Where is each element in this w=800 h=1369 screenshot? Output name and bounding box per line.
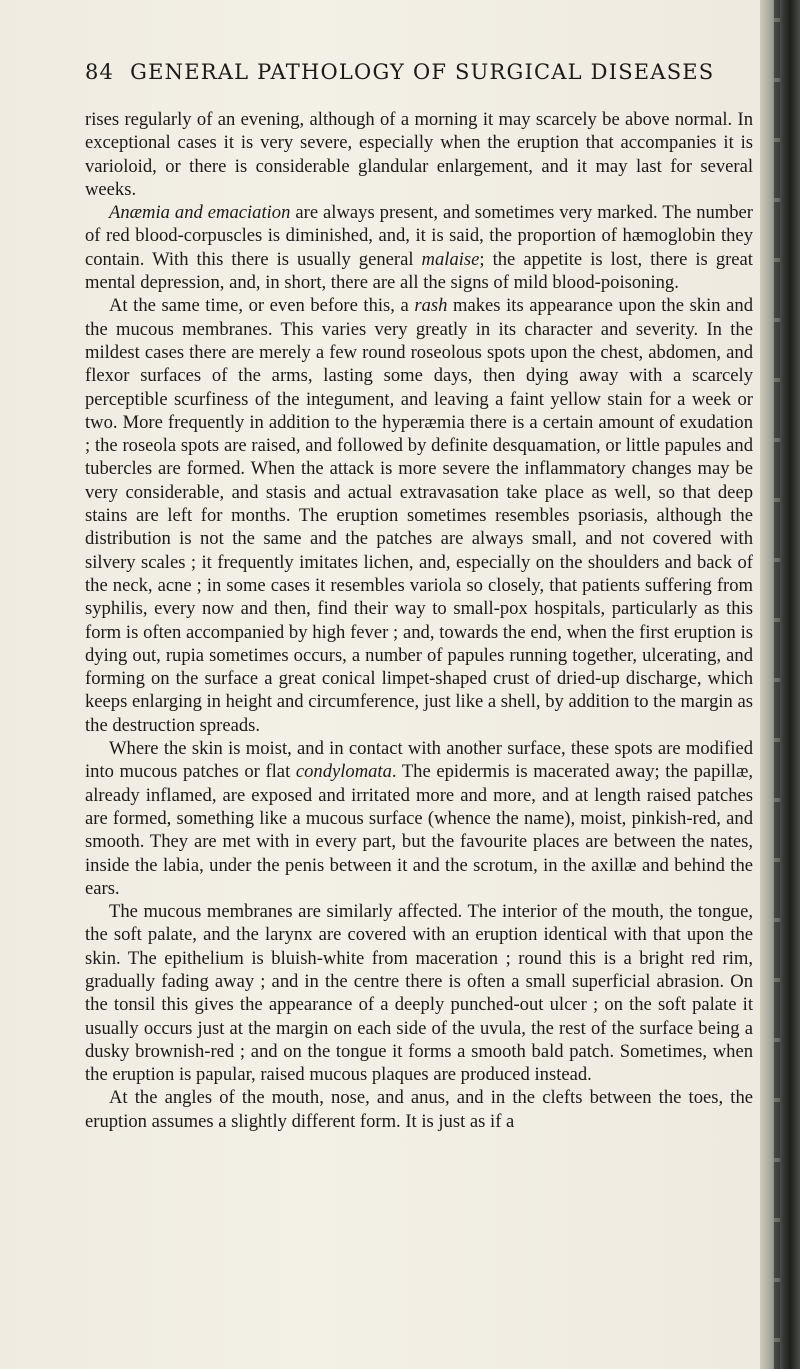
paragraph-fever-continued: rises regularly of an evening, although of a morning it may scarcely be above normal. In exceptional cases it is very severe, especially when the eruption that accompanies it is varioloid, or there is considerable glandular enlargement, and it may last for several weeks. — [85, 109, 753, 200]
paragraph-anaemia: Anæmia and emaciation are always present, and sometimes very marked. The number of red blood-corpuscles is diminished, and, it is said, the proportion of hæmoglobin they contain. With this there is usually general malaise; the appetite is lost, there is great mental depression, and, in short, there are all the signs of mild blood-poisoning. — [85, 202, 753, 294]
body-text — [85, 108, 753, 1133]
italic-heading-anaemia: Anæmia and emaciation — [109, 202, 291, 224]
italic-term-rash: rash — [414, 295, 448, 317]
italic-term-condylomata: condylomata — [295, 761, 392, 783]
paragraph-mucous-patches: Where the skin is moist, and in contact with another surface, these spots are modified into mucous patches or flat condylomata. The epidermis is macerated away; the papillæ, already inflamed, are exposed and irritated more and more, and at length raised patches are formed, something like a mucous surface (whence the name), moist, pinkish-red, and smooth. They are met with in every part, but the favourite places are between the nates, inside the labia, under the penis between it and the scrotum, in the axillæ and behind the ears. — [85, 738, 753, 899]
book-binding-edge — [760, 0, 800, 1369]
paragraph-mucous-membranes: The mucous membranes are similarly affected. The interior of the mouth, the tongue, the soft palate, and the larynx are covered with an eruption identical with that upon the skin. The epithelium is bluish-white from maceration ; round this is a bright red rim, gradually fading away ; and in the centre there is often a small superficial abrasion. On the tonsil this gives the appearance of a deeply punched-out ulcer ; on the soft palate it usually occurs just at the margin on each side of the uvula, the rest of the surface being a dusky brownish-red ; and on the tongue it forms a smooth bald patch. Sometimes, when the eruption is papular, raised mucous plaques are produced instead. — [85, 901, 753, 1086]
paragraph-angles-of-mouth: At the angles of the mouth, nose, and anus, and in the clefts between the toes, the eruption assumes a slightly different form. It is just as if a — [85, 1087, 753, 1132]
paragraph-rash: At the same time, or even before this, a rash makes its appearance upon the skin and the mucous membranes. This varies very greatly in its character and severity. In the mildest cases there are merely a few round roseolous spots upon the chest, abdomen, and flexor surfaces of the arms, lasting some days, then dying away with a scarcely perceptible scurfiness of the integument, and leaving a faint yellow stain for a week or two. More frequently in addition to the hyperæmia there is a certain amount of exudation ; the roseola spots are raised, and followed by definite desquamation, or little papules and tubercles are formed. When the attack is more severe the inflammatory changes may be very considerable, and stasis and actual extravasation take place as well, so that deep stains are left for months. The eruption sometimes resembles psoriasis, although the distribution is not the same and the patches are always small, and not covered with silvery scales ; it frequently imitates lichen, and, especially on the shoulders and back of the neck, acne ; in some cases it resembles variola so closely, that patients suffering from syphilis, every now and then, find their way to small-pox hospitals, particularly as this form is often accompanied by high fever ; and, towards the end, when the first eruption is dying out, rupia sometimes occurs, a number of papules running together, ulcerating, and forming on the surface a great conical limpet-shaped crust of dried-up discharge, which keeps enlarging in height and circumference, just like a shell, by addition to the margin as the destruction spreads. — [85, 295, 754, 736]
running-header — [85, 60, 765, 84]
running-title: GENERAL PATHOLOGY OF SURGICAL DISEASES — [130, 60, 715, 84]
page-number: 84 — [85, 60, 115, 84]
italic-term-malaise: malaise — [421, 248, 480, 270]
